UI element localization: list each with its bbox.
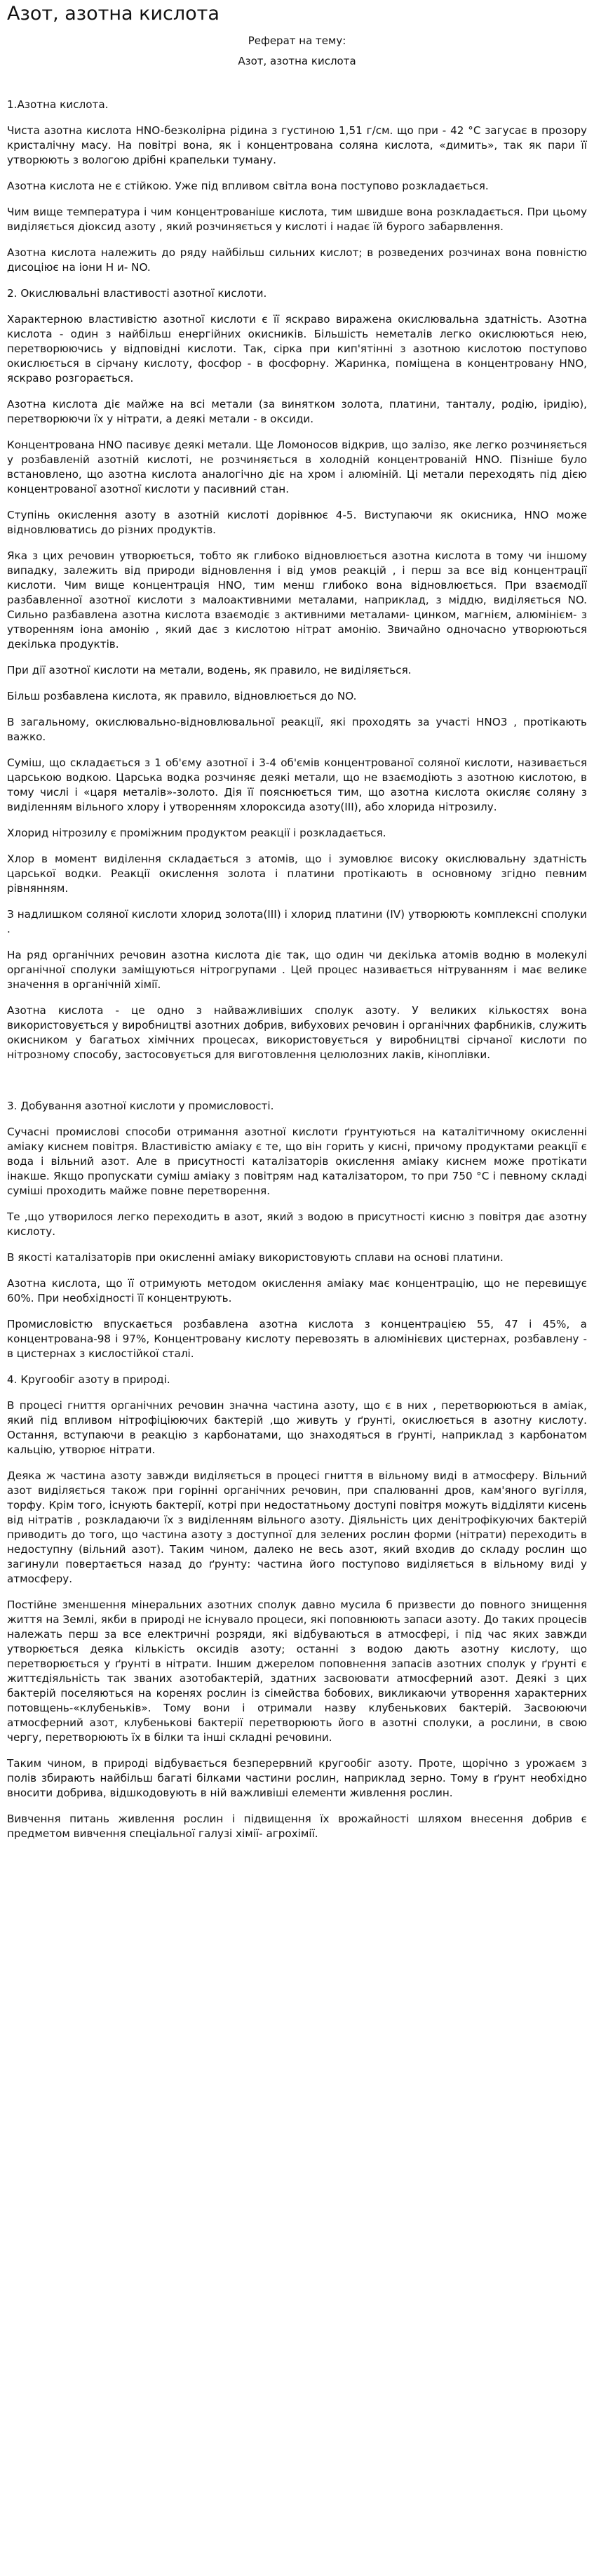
document-body [7, 98, 587, 1841]
paragraph: Хлорид нітрозилу є проміжним продуктом реакції і розкладається. [7, 827, 386, 840]
page-title: Азот, азотна кислота [7, 3, 220, 25]
paragraph: Яка з цих речовин утворюється, тобто як глибоко відновлюється азотна кислота в тому чи іншому випадку, залежить від природи відновлення і від умов реакцій , і перш за все від концентрації кислоти. Чим вище концентрація HNO, тим менш глибоко вона відновлюється. При взаємодії разбавленної азотної кислоти з малоактивними металами, наприклад, з міддю, виділяється NO. Сильно разбавлена азотна кислота взаємодіє з активними металами- цинком, магнієм, алюмінієм- з утворенням іона амонію , який дає з кислотою нітрат амонію. Звичайно одночасно утворюються декілька продуктів. [7, 549, 587, 651]
paragraph: В процесі гниття органічних речовин значна частина азоту, що є в них , перетворюються в аміак, який під впливом нітрофіціюючих бактерій ,що живуть у ґрунті, окислюється в азотну кислоту. Остання, вступаючи в реакцію з карбонатами, що знаходяться в ґрунті, наприклад з карбонатом кальцію, утворює нітрати. [7, 1399, 587, 1457]
subtitle-top: Реферат на тему: [248, 34, 346, 48]
paragraph: Концентрована HNO пасивує деякі метали. Ще Ломоносов відкрив, що залізо, яке легко розчиняється у розбавленій азотній кислоті, не розчиняється в холодній концентрованій HNO. Пізніше було встановлено, що азотна кислота аналогічно діє на хром і алюміній. Ці метали переходять під дією концентрованої азотної кислоти у пасивний стан. [7, 439, 587, 496]
paragraph: Хлор в момент виділення складається з атомів, що і зумовлює високу окислювальну здатність царської водки. Реакції окислення золота і платини протікають в основному згідно певним рівнянням. [7, 853, 587, 895]
paragraph: Деяка ж частина азоту завжди виділяється в процесі гниття в вільному виді в атмосферу. Вільний азот виділяється також при горінні органічних речовин, при спалюванні дров, кам'яного вугілля, торфу. Крім того, існують бактерії, котрі при недостатньому доступі повітря можуть відділяти кисень від нітратів , розкладаючи їх з виділенням вільного азоту. Діяльність цих денітрофікуючих бактерій приводить до того, що частина азоту з доступної для зелених рослин форми (нітрати) переходить в недоступну (вільний азот). Таким чином, далеко не весь азот, який входив до складу рослин що загинули повертається назад до ґрунту: частина його поступово виділяється в вільному виді у атмосферу. [7, 1469, 587, 1586]
paragraph: Промисловістю впускається розбавлена азотна кислота з концентрацією 55, 47 і 45%, а концентрована-98 і 97%, Концентровану кислоту перевозять в алюмінієвих цистернах, розбавлену - в цистернах з кислостійкої сталі. [7, 1318, 587, 1361]
section-heading-2: 2. Окислювальні властивості азотної кислоти. [7, 287, 267, 300]
paragraph: Вивчення питань живлення рослин і підвищення їх врожайності шляхом внесення добрив є предметом вивчення спеціальної галузі хімії- агрохімії. [7, 1813, 587, 1841]
subtitle-main: Азот, азотна кислота [238, 54, 356, 67]
paragraph: В загальному, окислювально-відновлювальної реакції, які проходять за участі HNO3 , протікають важко. [7, 716, 587, 744]
paragraph: Азотна кислота - це одно з найважливіших сполук азоту. У великих кількостях вона використовується у виробництві азотних добрив, вибухових речовин і органічних фарбників, служить окисником у багатьох хімічних процесах, використовується у виробництві сірчаної кислоти по нітрозному способу, застосовується для виготовлення целюлозних лаків, кіноплівки. [7, 1004, 587, 1062]
paragraph: Азотна кислота не є стійкою. Уже під впливом світла вона поступово розкладається. [7, 180, 489, 193]
paragraph: Характерною властивістю азотної кислоти є її яскраво виражена окислювальна здатність. Азотна кислота - один з найбільш енергійних окисників. Більшість неметалів легко окислюються нею, перетворюючись у відповідні кислоти. Так, сірка при кип'ятінні з азотною кислотою поступово окислюється в сірчану кислоту, фосфор - в фосфорну. Жаринка, поміщена в концентровану HNO, яскраво розгорається. [7, 313, 587, 385]
paragraph: З надлишком соляної кислоти хлорид золота(ІІІ) і хлорид платини (IV) утворюють комплексні сполуки . [7, 908, 587, 936]
paragraph: Азотна кислота належить до ряду найбільш сильних кислот; в розведених розчинах вона повністю дисоціює на іони Н и- NO. [7, 246, 587, 274]
paragraph: На ряд органічних речовин азотна кислота діє так, що один чи декілька атомів водню в молекулі органічної сполуки заміщуються нітрогрупами . Цей процес називається нітруванням і має велике значення в органічній хімії. [7, 949, 587, 992]
paragraph: Таким чином, в природі відбувається безперервний кругообіг азоту. Проте, щорічно з урожаєм з полів збирають найбільш багаті білками частини рослин, наприклад зерно. Тому в ґрунт необхідно вносити добрива, відшкодовують в ній важливіші елементи живлення рослин. [7, 1757, 587, 1800]
paragraph: Чиста азотна кислота HNO-безколірна рідина з густиною 1,51 г/см. що при - 42 °С загусає в прозору кристалічну масу. На повітрі вона, як і концентрована соляна кислота, «димить», так як пари її утворюють з вологою дрібні крапельки туману. [7, 124, 587, 167]
section-heading-3: 3. Добування азотної кислоти у промисловості. [7, 1100, 274, 1113]
paragraph: Постійне зменшення мінеральних азотних сполук давно мусила б призвести до повного знищення життя на Землі, якби в природі не існувало процеси, які поповнюють запаси азоту. До таких процесів належать перш за все електричні розряди, які відбуваються в атмосфері, і під час яких завжди утворюється деяка кількість оксидів азоту; останні з водою дають азотну кислоту, що перетворюється у ґрунті в нітрати. Іншим джерелом поповнення запасів азотних сполук у ґрунті є життєдіяльність так званих азотобактерій, здатних засвоювати атмосферний азот. Деякі з цих бактерій поселяються на коренях рослин із сімейства бобових, викликаючи утворення характерних потовщень-«клубеньків». Тому вони і отримали назву клубенькових бактерій. Засвоюючи атмосферний азот, клубенькові бактерії перетворюють його в азотні сполуки, а рослини, в свою чергу, перетворюють їх в білки та інші складні речовини. [7, 1599, 587, 1744]
section-heading-4: 4. Кругообіг азоту в природі. [7, 1373, 170, 1387]
paragraph: Суміш, що складається з 1 об'єму азотної і 3-4 об'ємів концентрованої соляної кислоти, називається царською водкою. Царська водка розчиняє деякі метали, що не взаємодіють з азотною кислотою, в тому числі і «царя металів»-золото. Дія її пояснюється тим, що азотна кислота окисляє соляну з виділенням вільного хлору і утворенням хлороксида азоту(ІІІ), або хлорида нітрозилу. [7, 756, 587, 814]
paragraph: Азотна кислота, що її отримують методом окислення аміаку має концентрацію, що не перевищує 60%. При необхідності її концентрують. [7, 1277, 587, 1305]
paragraph: В якості каталізаторів при окисленні аміаку використовують сплави на основі платини. [7, 1251, 504, 1264]
paragraph: Те ,що утворилося легко переходить в азот, який з водою в присутності кисню з повітря дає азотну кислоту. [7, 1210, 587, 1239]
section-heading-1: 1.Азотна кислота. [7, 98, 109, 112]
paragraph: Більш розбавлена кислота, як правило, відновлюється до NO. [7, 690, 357, 703]
paragraph: Чим вище температура і чим концентрованіше кислота, тим швидше вона розкладається. При цьому виділяється діоксид азоту , який розчиняється у кислоті і надає їй бурого забарвлення. [7, 206, 587, 234]
paragraph: Ступінь окислення азоту в азотній кислоті дорівнює 4-5. Виступаючи як окисника, HNO може відновлюватись до різних продуктів. [7, 509, 587, 537]
paragraph: Сучасні промислові способи отримання азотної кислоти ґрунтуються на каталітичному окисленні аміаку киснем повітря. Властивістю аміаку є те, що він горить у кисні, причому продуктами реакції є вода і вільний азот. Але в присутності каталізаторів окислення аміаку киснем може протікати інакше. Якщо пропускати суміш аміаку з повітрям над каталізатором, то при 750 °С і певному складі суміші проходить майже повне перетворення. [7, 1126, 587, 1198]
paragraph: При дії азотної кислоти на метали, водень, як правило, не виділяється. [7, 664, 412, 677]
paragraph: Азотна кислота діє майже на всі метали (за винятком золота, платини, танталу, родію, іридію), перетворюючи їх у нітрати, а деякі метали - в оксиди. [7, 398, 587, 426]
